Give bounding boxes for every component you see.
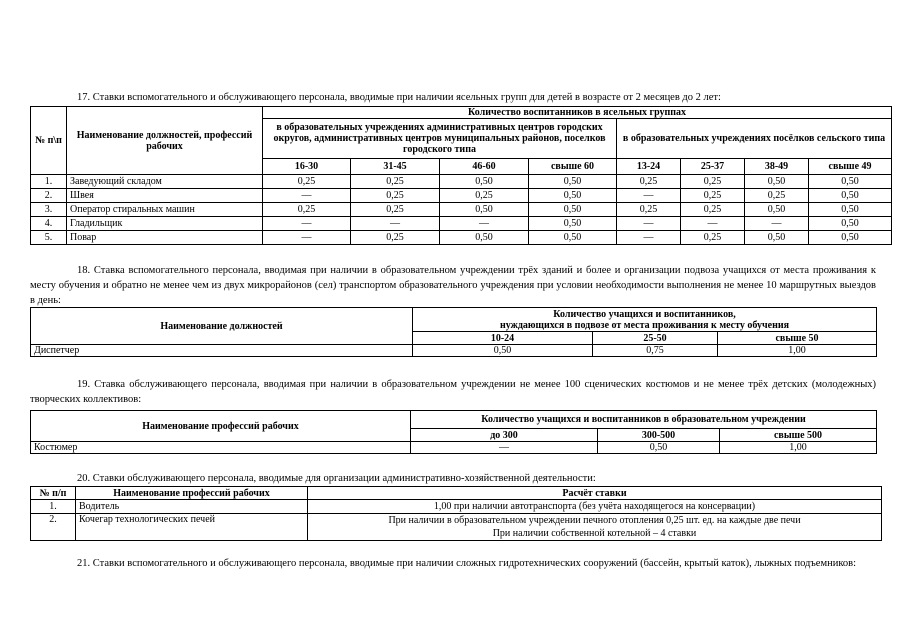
cell-value: 0,75 (593, 345, 718, 357)
cell-value: 0,50 (529, 203, 617, 217)
paragraph-21-text: 21. Ставки вспомогательного и обслуживающего персонала, вводимые при наличии сложных гидротехнических сооружений (бассейн, крытый каток), лыжных подъемников: (77, 558, 857, 569)
column-header: до 300 (411, 429, 598, 442)
table-row (31, 514, 882, 541)
cell-name: Заведующий складом (67, 175, 263, 189)
cell-value: 0,50 (745, 231, 809, 245)
header-city-institutions: в образовательных учреждениях административных центров городских округов, административных центров муниципальных районов, поселков городского типа (263, 119, 617, 159)
cell-calculation: 1,00 при наличии автотранспорта (без учёта находящегося на консервации) (308, 500, 882, 514)
cell-name: Повар (67, 231, 263, 245)
cell-value: — (263, 189, 351, 203)
cell-value: 0,50 (529, 189, 617, 203)
cell-value: 0,50 (529, 231, 617, 245)
paragraph-18-text: 18. Ставка вспомогательного персонала, вводимая при наличии в образовательном учреждении трёх зданий и более и организации подвоза учащихся от места проживания к месту обучения и обратно не менее чем из двух микрорайонов (сел) транспортом образовательного учреждения при условии необходимости выполнения не менее 10 маршрутных выездов в день: (30, 265, 876, 306)
table-row (31, 203, 892, 217)
cell-value: 0,25 (681, 203, 745, 217)
cell-value: 0,50 (598, 442, 720, 454)
header-number: № п\п (31, 107, 67, 175)
cell-value: — (617, 217, 681, 231)
paragraph-19 (30, 377, 876, 407)
cell-name: Кочегар технологических печей (76, 514, 308, 541)
cell-value: 0,50 (529, 217, 617, 231)
cell-number: 1. (31, 175, 67, 189)
cell-value: 0,50 (809, 203, 892, 217)
table-row (31, 231, 892, 245)
cell-value: 0,25 (681, 231, 745, 245)
cell-name: Костюмер (31, 442, 411, 454)
table-17-body (31, 175, 892, 245)
column-header: 10-24 (413, 332, 593, 345)
paragraph-21 (30, 556, 876, 571)
column-header: 25-37 (681, 159, 745, 175)
column-header: свыше 49 (809, 159, 892, 175)
header-transport-count (413, 308, 877, 332)
cell-value: — (617, 231, 681, 245)
cell-value: 0,25 (351, 203, 440, 217)
cell-name: Швея (67, 189, 263, 203)
column-header: 16-30 (263, 159, 351, 175)
header-transport-count-line2: нуждающихся в подвозе от места проживания к месту обучения (499, 319, 790, 331)
header-rate-calculation: Расчёт ставки (308, 487, 882, 500)
cell-name: Оператор стиральных машин (67, 203, 263, 217)
cell-value: — (263, 231, 351, 245)
cell-name: Водитель (76, 500, 308, 514)
cell-value: 0,50 (809, 189, 892, 203)
cell-value: 0,25 (263, 203, 351, 217)
cell-value: 0,25 (617, 175, 681, 189)
column-header: 38-49 (745, 159, 809, 175)
cell-value: 0,25 (351, 189, 440, 203)
table-row (31, 217, 892, 231)
calc-line-2: При наличии собственной котельной – 4 ставки (492, 528, 697, 539)
cell-number: 4. (31, 217, 67, 231)
cell-value: 0,50 (413, 345, 593, 357)
column-header: 300-500 (598, 429, 720, 442)
cell-value: 1,00 (720, 442, 877, 454)
column-header: 13-24 (617, 159, 681, 175)
cell-value: — (351, 217, 440, 231)
table-row (31, 442, 877, 454)
cell-value: 0,50 (745, 175, 809, 189)
cell-value: 0,50 (440, 175, 529, 189)
cell-value: — (440, 217, 529, 231)
column-header: свыше 500 (720, 429, 877, 442)
cell-value: — (745, 217, 809, 231)
paragraph-17-text: 17. Ставки вспомогательного и обслуживающего персонала, вводимые при наличии ясельных групп для детей в возрасте от 2 месяцев до 2 лет: (77, 92, 721, 103)
column-header: 25-50 (593, 332, 718, 345)
cell-value: 0,50 (745, 203, 809, 217)
cell-name: Гладильщик (67, 217, 263, 231)
table-19 (30, 410, 877, 454)
cell-number: 3. (31, 203, 67, 217)
calc-line-1: При наличии в образовательном учреждении печного отопления 0,25 шт. ед. на каждые две печи (388, 515, 801, 526)
cell-value: 0,50 (809, 175, 892, 189)
table-row (31, 345, 877, 357)
cell-value: 0,25 (263, 175, 351, 189)
cell-value: — (617, 189, 681, 203)
cell-value: 0,50 (440, 231, 529, 245)
cell-value: 0,25 (745, 189, 809, 203)
cell-value: 0,25 (681, 175, 745, 189)
cell-value: 0,50 (809, 231, 892, 245)
header-profession-name: Наименование профессий рабочих (76, 487, 308, 500)
column-header: свыше 60 (529, 159, 617, 175)
paragraph-20-text: 20. Ставки обслуживающего персонала, вводимые для организации административно-хозяйственной деятельности: (77, 473, 596, 484)
header-profession-name: Наименование профессий рабочих (31, 411, 411, 442)
cell-number: 2. (31, 189, 67, 203)
header-rural-institutions: в образовательных учреждениях посёлков сельского типа (617, 119, 892, 159)
header-position-name: Наименование должностей, профессий рабочих (67, 107, 263, 175)
cell-number: 1. (31, 500, 76, 514)
cell-number: 2. (31, 514, 76, 541)
cell-value: 0,25 (351, 175, 440, 189)
header-transport-count-line1: Количество учащихся и воспитанников, (553, 308, 736, 320)
cell-value: 1,00 (718, 345, 877, 357)
column-header: 46-60 (440, 159, 529, 175)
cell-calculation (308, 514, 882, 541)
cell-value: 0,25 (440, 189, 529, 203)
cell-value: 0,25 (681, 189, 745, 203)
header-position-name: Наименование должностей (31, 308, 413, 345)
cell-value: 0,50 (440, 203, 529, 217)
cell-name: Диспетчер (31, 345, 413, 357)
cell-value: 0,25 (617, 203, 681, 217)
cell-value: 0,50 (529, 175, 617, 189)
cell-value: — (263, 217, 351, 231)
cell-value: — (411, 442, 598, 454)
cell-number: 5. (31, 231, 67, 245)
cell-value: 0,25 (351, 231, 440, 245)
paragraph-17 (30, 90, 876, 105)
cell-value: 0,50 (809, 217, 892, 231)
header-pupil-count: Количество воспитанников в ясельных группах (263, 107, 892, 119)
paragraph-20 (30, 471, 876, 486)
paragraph-18 (30, 263, 876, 308)
paragraph-19-text: 19. Ставка обслуживающего персонала, вводимая при наличии в образовательном учреждении не менее 100 сценических костюмов и не менее трёх детских (молодежных) творческих коллективов: (30, 379, 876, 405)
table-row (31, 189, 892, 203)
table-20 (30, 486, 882, 541)
column-header: 31-45 (351, 159, 440, 175)
column-header: свыше 50 (718, 332, 877, 345)
table-row (31, 175, 892, 189)
header-pupil-count: Количество учащихся и воспитанников в образовательном учреждении (411, 411, 877, 429)
header-number: № п/п (31, 487, 76, 500)
table-row (31, 500, 882, 514)
cell-value: — (681, 217, 745, 231)
table-18 (30, 307, 877, 357)
table-17 (30, 106, 892, 245)
